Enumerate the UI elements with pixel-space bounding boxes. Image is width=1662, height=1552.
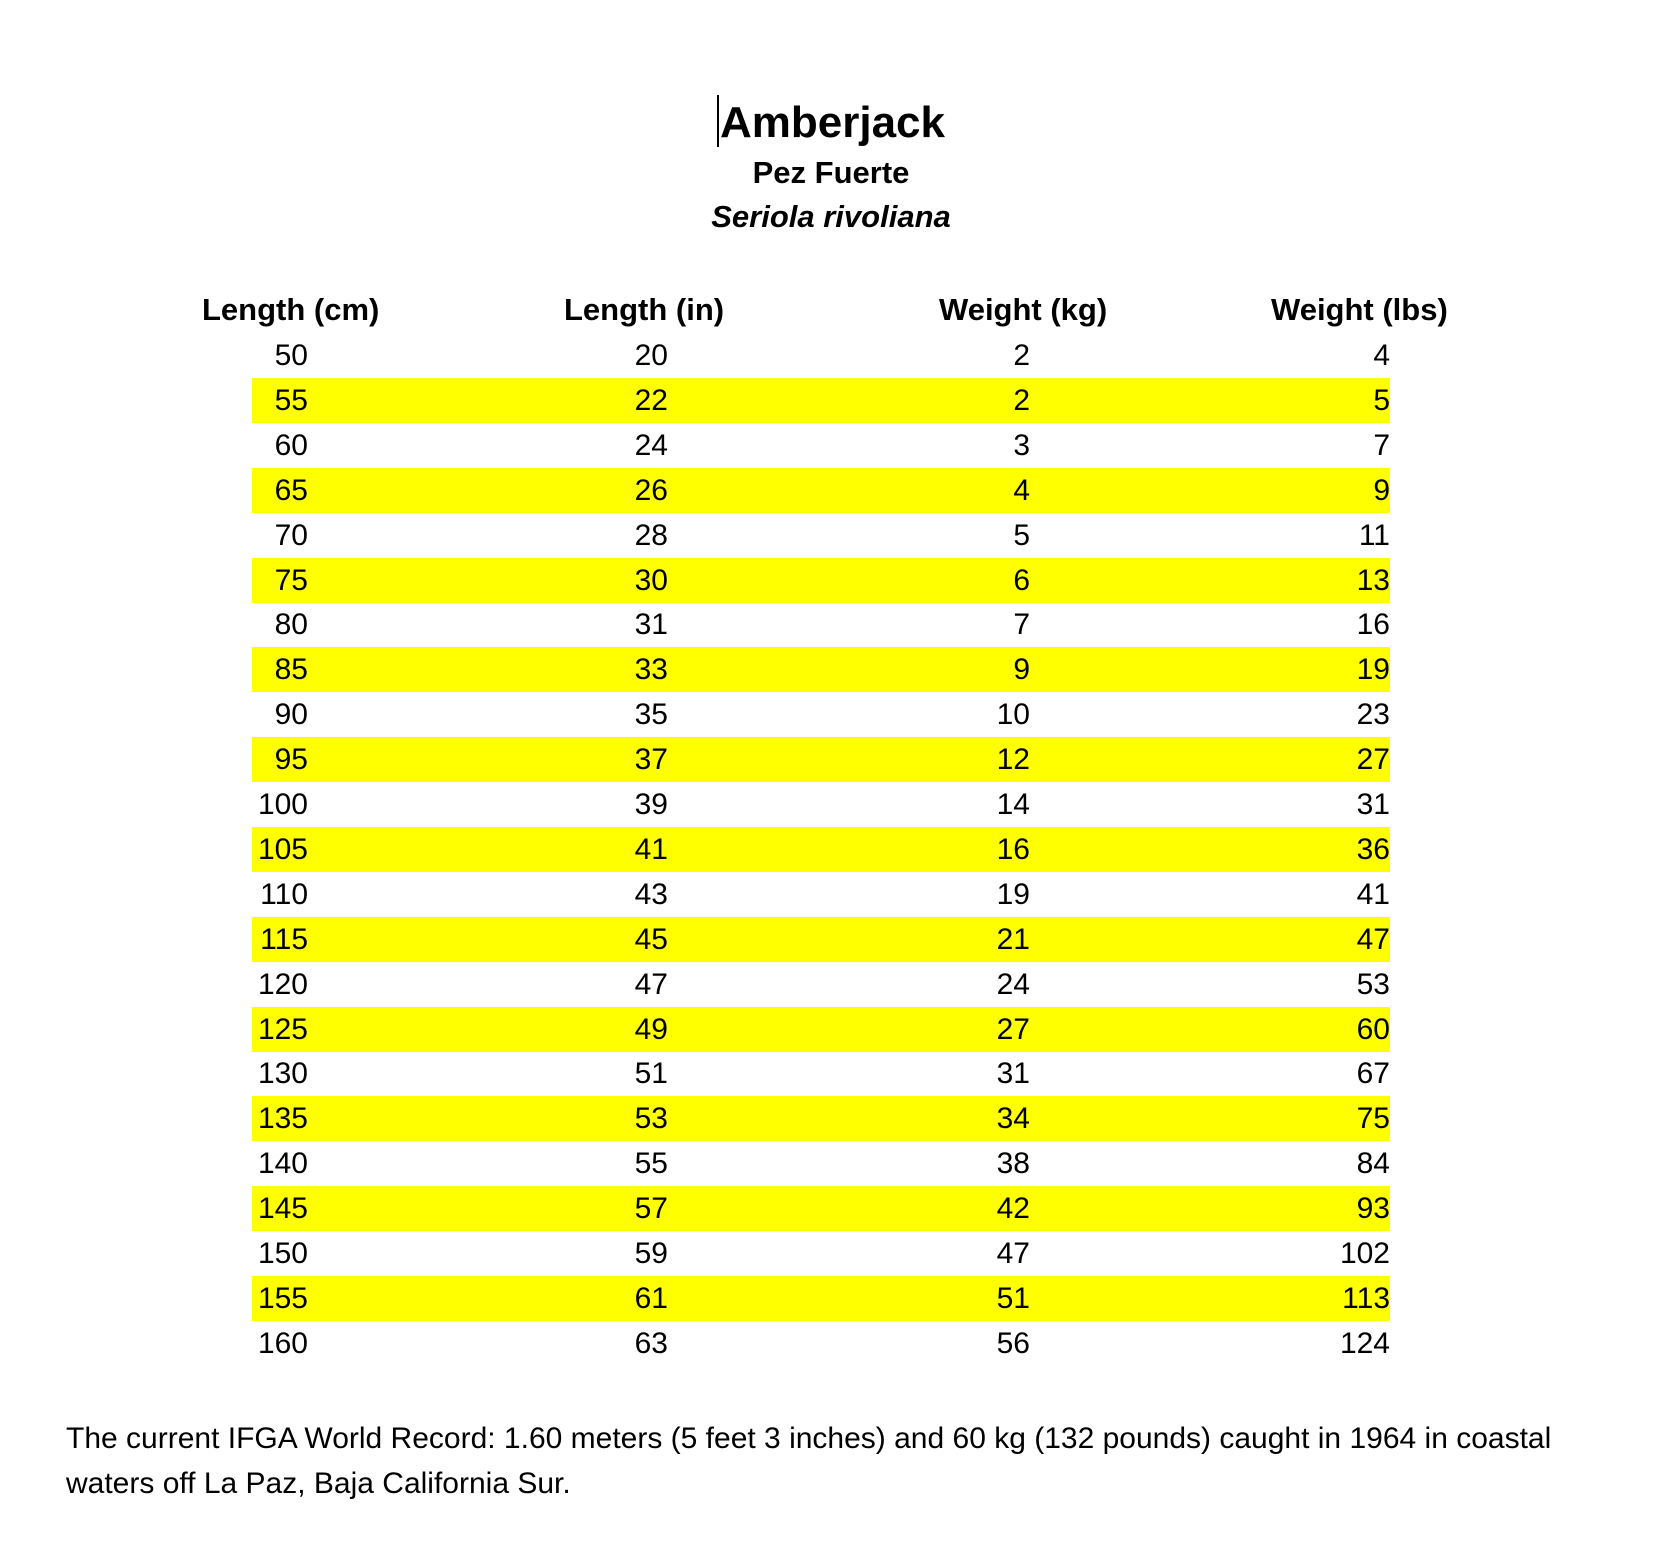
cell-weight-lbs: 31 [1356, 788, 1390, 821]
cell-weight-kg: 9 [1013, 653, 1030, 687]
cell-length-in: 28 [634, 518, 668, 552]
cell-length-in: 33 [634, 653, 668, 687]
cell-weight-lbs: 84 [1356, 1147, 1390, 1181]
cell-weight-lbs: 53 [1356, 967, 1390, 1001]
cell-length-in: 24 [634, 428, 668, 462]
table-row [0, 333, 1662, 378]
cell-weight-lbs: 41 [1356, 877, 1390, 911]
cell-length-in: 39 [634, 788, 668, 821]
table-row [0, 737, 1662, 782]
text-cursor [717, 95, 719, 147]
cell-length-cm: 55 [274, 383, 308, 417]
table-row [0, 962, 1662, 1007]
table-row [0, 782, 1662, 827]
cell-length-in: 61 [634, 1281, 668, 1315]
cell-length-in: 26 [634, 473, 668, 507]
cell-weight-kg: 3 [1013, 428, 1030, 462]
cell-weight-kg: 24 [996, 967, 1030, 1001]
table-row [0, 1186, 1662, 1231]
table-row [0, 423, 1662, 468]
cell-weight-lbs: 67 [1356, 1057, 1390, 1091]
cell-weight-lbs: 113 [1342, 1281, 1390, 1315]
cell-weight-lbs: 7 [1373, 428, 1390, 462]
table-row [0, 558, 1662, 603]
cell-weight-lbs: 16 [1356, 608, 1390, 642]
table-row [0, 378, 1662, 423]
cell-length-in: 53 [634, 1102, 668, 1136]
cell-weight-lbs: 13 [1356, 563, 1390, 597]
table-row [0, 647, 1662, 692]
cell-weight-lbs: 124 [1339, 1326, 1390, 1360]
cell-length-cm: 75 [274, 563, 308, 597]
cell-weight-lbs: 60 [1356, 1012, 1390, 1046]
cell-length-cm: 135 [257, 1102, 308, 1136]
cell-length-in: 22 [634, 383, 668, 417]
cell-weight-lbs: 36 [1356, 832, 1390, 866]
cell-length-cm: 120 [257, 967, 308, 1001]
cell-length-cm: 85 [274, 653, 308, 687]
cell-weight-lbs: 93 [1356, 1192, 1390, 1226]
cell-weight-kg: 6 [1013, 563, 1030, 597]
cell-length-cm: 90 [274, 698, 308, 732]
cell-weight-lbs: 9 [1373, 473, 1390, 507]
cell-weight-kg: 16 [996, 832, 1030, 866]
cell-weight-kg: 19 [996, 877, 1030, 911]
header-weight-kg: Weight (kg) [939, 292, 1108, 327]
cell-length-cm: 125 [257, 1012, 308, 1046]
table-row [0, 1007, 1662, 1052]
header-length-cm: Length (cm) [202, 292, 380, 327]
table-row [0, 1276, 1662, 1321]
table-row [0, 917, 1662, 962]
cell-weight-kg: 34 [996, 1102, 1030, 1136]
cell-length-in: 45 [634, 922, 668, 956]
cell-length-cm: 60 [274, 428, 308, 462]
table-row [0, 1096, 1662, 1141]
cell-weight-kg: 47 [996, 1237, 1030, 1270]
table-row [0, 602, 1662, 647]
cell-length-cm: 80 [274, 608, 308, 642]
cell-weight-kg: 31 [996, 1057, 1030, 1091]
cell-length-in: 47 [634, 967, 668, 1001]
cell-weight-kg: 42 [996, 1192, 1030, 1226]
species-name: Seriola rivoliana [711, 199, 951, 234]
cell-length-in: 43 [634, 877, 668, 911]
table-row [0, 468, 1662, 513]
cell-weight-kg: 56 [996, 1326, 1030, 1360]
cell-length-in: 57 [634, 1192, 668, 1226]
table-row [0, 1231, 1662, 1276]
cell-length-in: 30 [634, 563, 668, 597]
world-record-note: The current IFGA World Record: 1.60 meters (5 feet 3 inches) and 60 kg (132 pounds) caught in 1964 in coastal waters off La Paz, Baja California Sur. [66, 1422, 1552, 1500]
cell-weight-kg: 5 [1013, 518, 1030, 552]
cell-length-in: 41 [634, 832, 668, 866]
cell-weight-lbs: 23 [1356, 698, 1390, 732]
cell-weight-lbs: 5 [1373, 383, 1390, 417]
cell-length-cm: 130 [257, 1057, 308, 1091]
cell-weight-kg: 4 [1013, 473, 1030, 507]
cell-length-cm: 50 [274, 339, 308, 372]
cell-length-cm: 160 [257, 1326, 308, 1360]
table-row [0, 872, 1662, 917]
cell-length-in: 35 [634, 698, 668, 732]
header-weight-lbs: Weight (lbs) [1271, 292, 1448, 327]
cell-length-in: 63 [634, 1326, 668, 1360]
cell-weight-kg: 51 [996, 1281, 1030, 1315]
cell-weight-kg: 10 [996, 698, 1030, 732]
cell-length-cm: 70 [274, 518, 308, 552]
cell-length-in: 49 [634, 1012, 668, 1046]
table-row [0, 692, 1662, 737]
cell-length-cm: 110 [260, 877, 308, 911]
cell-weight-kg: 14 [996, 788, 1030, 821]
table-row [0, 827, 1662, 872]
document-subtitle: Pez Fuerte [752, 155, 910, 190]
document-title [0, 95, 1662, 151]
cell-weight-lbs: 11 [1358, 518, 1390, 552]
cell-length-in: 59 [634, 1237, 668, 1270]
cell-length-cm: 65 [274, 473, 308, 507]
cell-length-cm: 95 [274, 743, 308, 777]
cell-weight-lbs: 102 [1339, 1237, 1390, 1270]
cell-weight-lbs: 4 [1373, 339, 1390, 372]
cell-weight-kg: 2 [1013, 383, 1030, 417]
cell-length-cm: 115 [260, 922, 308, 956]
header-length-in: Length (in) [564, 292, 725, 327]
cell-length-cm: 155 [257, 1281, 308, 1315]
table-row [0, 1051, 1662, 1096]
cell-weight-kg: 7 [1013, 608, 1030, 642]
cell-length-in: 55 [634, 1147, 668, 1181]
cell-length-cm: 145 [257, 1192, 308, 1226]
cell-length-cm: 105 [257, 832, 308, 866]
cell-length-in: 20 [634, 339, 668, 372]
cell-weight-kg: 21 [996, 922, 1030, 956]
cell-weight-lbs: 47 [1356, 922, 1390, 956]
table-row [0, 513, 1662, 558]
title-text: Amberjack [719, 98, 945, 147]
cell-weight-kg: 12 [996, 743, 1030, 777]
table-row [0, 1141, 1662, 1186]
cell-length-cm: 100 [257, 788, 308, 821]
cell-length-cm: 140 [257, 1147, 308, 1181]
cell-length-in: 51 [634, 1057, 668, 1091]
cell-weight-kg: 27 [996, 1012, 1030, 1046]
cell-weight-lbs: 27 [1356, 743, 1390, 777]
cell-weight-lbs: 75 [1356, 1102, 1390, 1136]
cell-length-in: 37 [634, 743, 668, 777]
cell-weight-kg: 38 [996, 1147, 1030, 1181]
cell-length-cm: 150 [257, 1237, 308, 1270]
cell-weight-lbs: 19 [1356, 653, 1390, 687]
cell-length-in: 31 [634, 608, 668, 642]
table-row [0, 1321, 1662, 1366]
cell-weight-kg: 2 [1013, 339, 1030, 372]
